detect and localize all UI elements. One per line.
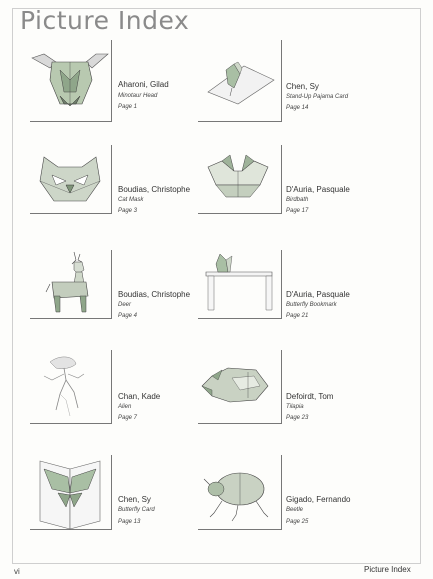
page-number: Page 3 <box>118 208 138 214</box>
minotaur-head-image <box>30 40 110 120</box>
model-title: Birdbath <box>286 197 309 203</box>
model-title: Deer <box>118 302 132 308</box>
model-title: Stand-Up Pajama Card <box>286 94 349 100</box>
page-number: Page 13 <box>118 519 141 525</box>
butterfly-bookmark-image <box>198 250 278 330</box>
artist-name: Chen, Sy <box>286 82 319 91</box>
artist-name: Aharoni, Gilad <box>118 80 169 89</box>
artist-name: D'Auria, Pasquale <box>286 185 350 194</box>
model-title: Cat Mask <box>118 197 144 203</box>
page-number: Page 1 <box>118 104 138 110</box>
model-title: Alien <box>118 404 132 410</box>
page-number: Page 23 <box>286 415 309 421</box>
artist-name: D'Auria, Pasquale <box>286 290 350 299</box>
beetle-image <box>198 455 278 535</box>
artist-name: Chen, Sy <box>118 495 151 504</box>
page-number: Page 17 <box>286 208 309 214</box>
index-entry <box>198 350 398 455</box>
artist-name: Chan, Kade <box>118 392 161 401</box>
butterfly-card-image <box>30 455 110 535</box>
index-entry <box>198 40 398 145</box>
birdbath-image <box>198 145 278 225</box>
index-entry <box>198 455 398 560</box>
tilapia-image <box>198 350 278 430</box>
model-title: Butterfly Card <box>118 507 155 513</box>
page-number: Page 25 <box>286 519 309 525</box>
artist-name: Defoirdt, Tom <box>286 392 334 401</box>
pajama-card-image <box>198 40 278 120</box>
deer-image <box>30 250 110 330</box>
page-number: Page 4 <box>118 313 138 319</box>
alien-image <box>30 350 110 430</box>
model-title: Butterfly Bookmark <box>286 302 337 308</box>
cat-mask-image <box>30 145 110 225</box>
footer-page-number: vi <box>14 567 20 576</box>
index-entry <box>198 145 398 250</box>
page-title: Picture Index <box>20 6 190 35</box>
artist-name: Gigado, Fernando <box>286 495 351 504</box>
page-number: Page 21 <box>286 313 309 319</box>
model-title: Minotaur Head <box>118 93 158 99</box>
model-title: Tilapia <box>286 404 304 410</box>
page-number: Page 7 <box>118 415 138 421</box>
model-title: Beetle <box>286 507 304 513</box>
footer-section-title: Picture Index <box>364 565 411 574</box>
page-number: Page 14 <box>286 105 309 111</box>
index-entry <box>198 250 398 355</box>
artist-name: Boudias, Christophe <box>118 290 191 299</box>
artist-name: Boudias, Christophe <box>118 185 191 194</box>
